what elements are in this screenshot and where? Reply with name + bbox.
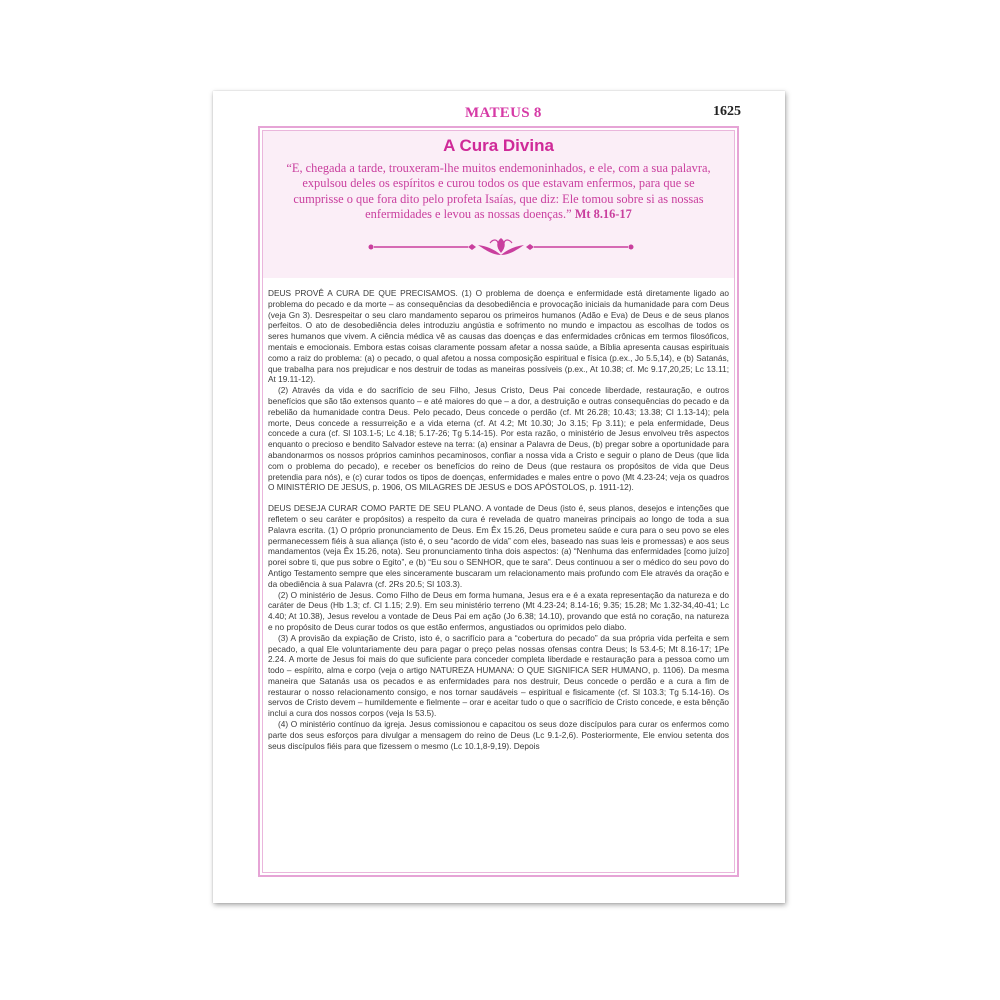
article-box — [258, 126, 739, 877]
article-header — [263, 131, 734, 278]
quote-text: “E, chegada a tarde, trouxeram-lhe muitos endemoninhados, e ele, com a sua palavra, expulsou deles os espíritos e curou todos os que estavam enfermos, para que se cumprisse o que fora dito pelo profeta Isaías, que diz: Ele tomou sobre si as nossas enfermidades e levou as nossas doenças.” — [286, 161, 711, 222]
body-paragraph: DEUS DESEJA CURAR COMO PARTE DE SEU PLANO. A vontade de Deus (isto é, seus planos, desejos e intenções que refletem o seu caráter e propósitos) a respeito da cura é revelada de quatro maneiras principais ao longo de toda a sua Palavra escrita. (1) O próprio pronunciamento de Deus. Em Êx 15.26, Deus prometeu saúde e cura para o seu povo se eles permanecessem fiéis à sua aliança (isto é, o seu “acordo de vida” com eles, baseado nas suas leis e promessas) e aos seus mandamentos (veja Êx 15.26, nota). Seu pronunciamento tinha dois aspectos: (a) “Nenhuma das enfermidades [como juízo] porei sobre ti, que pus sobre o Egito”, e (b) “Eu sou o SENHOR, que te sara”. Deus continuou a ser o médico do seu povo do Antigo Testamento sempre que eles sinceramente buscaram um relacionamento mais profundo com Ele através da oração e da obediência à sua Palavra (cf. 2Rs 20.5; Sl 103.3). — [268, 503, 729, 589]
ornamental-divider-icon — [368, 235, 634, 259]
article-title: A Cura Divina — [443, 136, 554, 155]
body-paragraph: (4) O ministério contínuo da igreja. Jesus comissionou e capacitou os seus doze discípulos para curar os enfermos como parte dos seus esforços para divulgar a mensagem do reino de Deus (Lc 9.1-2,6). Posteriormente, Ele enviou setenta dos seus discípulos fiéis para que fizessem o mesmo (Lc 10.1,8-9,19). Depois — [268, 719, 729, 751]
body-paragraph: (2) O ministério de Jesus. Como Filho de Deus em forma humana, Jesus era e é a exata representação da natureza e do caráter de Deus (Hb 1.3; cf. Cl 1.15; 2.9). Em seu ministério terreno (Mt 4.23-24; 8.14-16; 9.35; 15.28; Mc 1.32-34,40-41; Lc 4.40; At 10.38), Jesus revelou a vontade de Deus Pai em ação (Jo 6.38; 14.10), provando que está no coração, na natureza e no propósito de Deus curar todos os que estão enfermos, angustiados ou oprimidos pelo diabo. — [268, 589, 729, 632]
page-number: 1625 — [713, 104, 741, 119]
scripture-quote — [277, 161, 720, 223]
quote-reference: Mt 8.16-17 — [574, 207, 632, 222]
book-page — [213, 91, 785, 903]
article-body — [268, 288, 729, 751]
body-paragraph: DEUS PROVÊ A CURA DE QUE PRECISAMOS. (1) O problema de doença e enfermidade está diretamente ligado ao problema do pecado e da morte – as consequências da desobediência e provocação iniciais da humanidade para com Deus (veja Gn 3). Desrespeitar o seu claro mandamento separou os primeiros humanos (Adão e Eva) de Deus e de seus planos perfeitos. O ato de desobediência deles introduziu angústia e sofrimento no mundo e impactou as escolhas de todos os seres humanos que vivem. A ciência médica vê as causas das doenças e das enfermidades crônicas em termos filosóficos, mentais e emocionais. Embora estas coisas claramente possam afetar a nossa saúde, a Bíblia apresenta causas espirituais como a raiz do problema: (a) o pecado, o qual afetou a nossa composição espiritual e física (p.ex., Jo 5.5,14), e (b) Satanás, que trabalha para nos prejudicar e nos destruir de todas as maneiras possíveis (p.ex., At 10.38; cf. Mc 9.17,20,25; Lc 13.11; At 19.11-12). — [268, 288, 729, 385]
body-paragraph: (3) A provisão da expiação de Cristo, isto é, o sacrifício para a “cobertura do pecado” da sua própria vida perfeita e sem pecado, a qual Ele voluntariamente deu para pagar o preço pelas nossas ofensas contra Deus; Is 53.4-5; Mt 8.16-17; 1Pe 2.24. A morte de Jesus foi mais do que suficiente para conceder completa liberdade e restauração para a pessoa como um todo – espírito, alma e corpo (veja o artigo NATUREZA HUMANA: O QUE SIGNIFICA SER HUMANO, p. 1106). Da mesma maneira que Satanás usa os pecados e as enfermidades para nos destruir, Deus concede o perdão e a cura a fim de restaurar o nosso relacionamento consigo, e nos tornar saudáveis – espiritual e fisicamente (cf. Sl 103.3; Tg 5.14-16). Os servos de Cristo devem – humildemente e fielmente – orar e aceitar tudo o que o sacrifício de Cristo concede, e esta bênção inclui a cura dos nossos corpos (veja Is 53.5). — [268, 632, 729, 719]
running-head: MATEUS 8 — [465, 105, 542, 121]
body-paragraph: (2) Através da vida e do sacrifício de seu Filho, Jesus Cristo, Deus Pai concede liberdade, restauração, e outros benefícios que são tão extensos quanto – e até maiores do que – a dor, a destruição e outras consequências do pecado e da rebelião da humanidade contra Deus. Pelo pecado, Deus concede o perdão (cf. Mt 26.28; 10.43; 13.38; Cl 1.13-14); pela morte, Deus concede a ressurreição e a vida eterna (cf. At 4.2; Mt 10.30; Jo 3.15; Fp 3.11); e pela enfermidade, Deus concede a cura (cf. Sl 103.1-5; Lc 4.18; 5.17-26; Tg 5.14-15). Por esta razão, o ministério de Jesus envolveu três aspectos enquanto o precioso e bendito Salvador esteve na terra: (a) ensinar a Palavra de Deus, (b) pregar sobre a oportunidade para abandonarmos os nossos próprios caminhos pecaminosos, confiar a nossa vida a Cristo e seguir o plano de Deus (que lida com o problema do pecado), e receber os benefícios do reino de Deus (que restaura os propósitos de vida que Deus pretendia para nós), e (c) curar todos os tipos de doenças, enfermidades e males entre o povo (Mt 4.23-24; veja os quadros O MINISTÉRIO DE JESUS, p. 1906, OS MILAGRES DE JESUS e DOS APÓSTOLOS, p. 1911-12). — [268, 385, 729, 493]
